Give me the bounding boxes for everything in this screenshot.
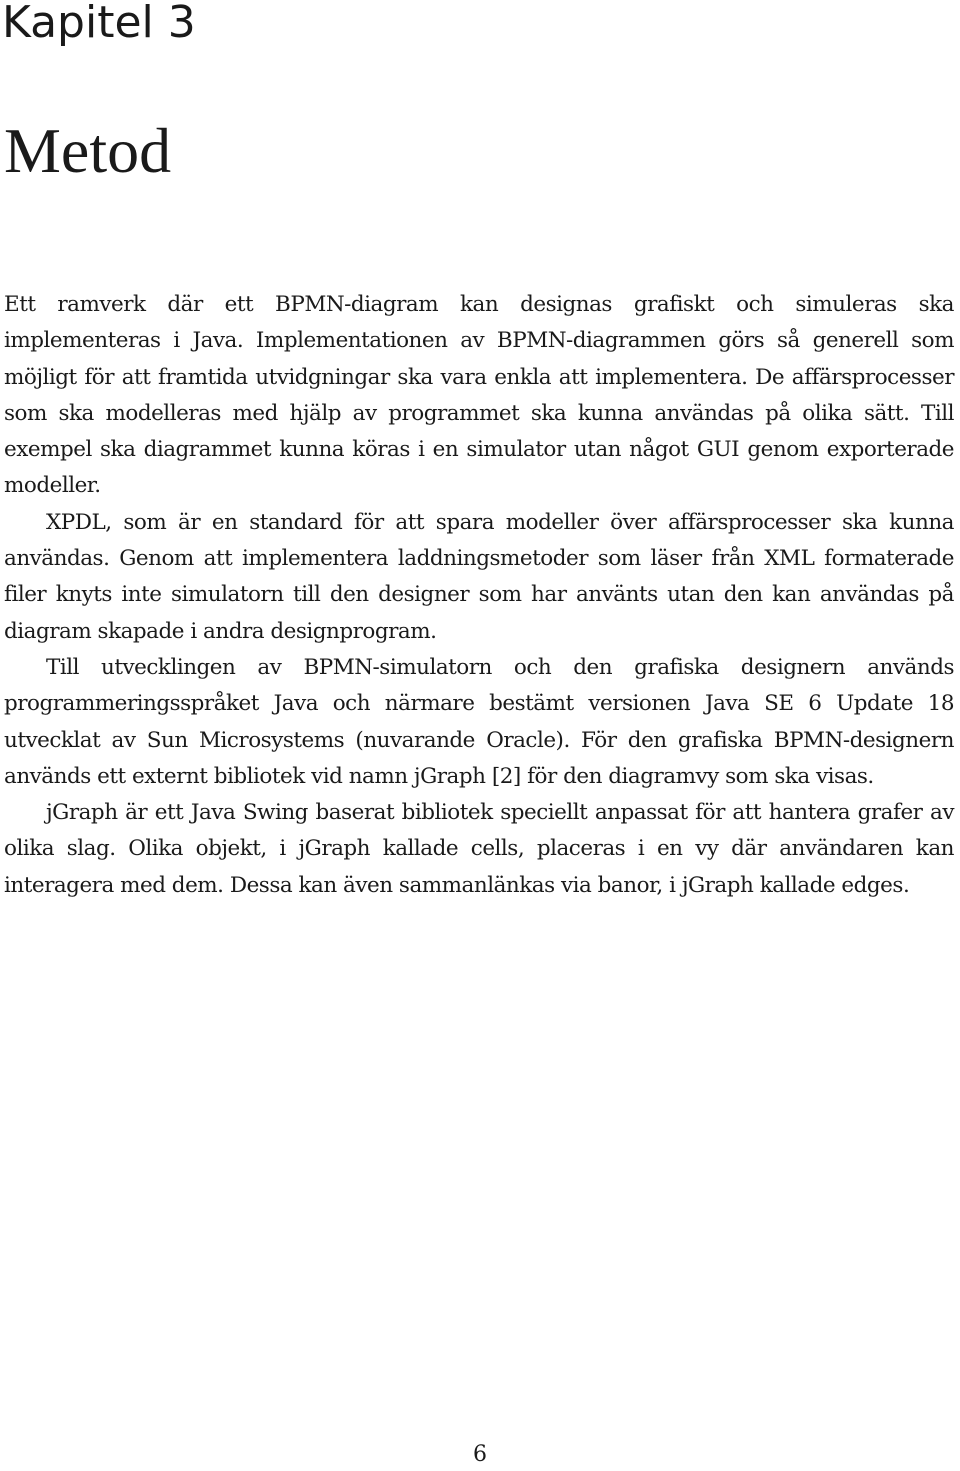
- paragraph-4: jGraph är ett Java Swing baserat bibliotek speciellt anpassat för att hantera grafer av olika slag. Olika objekt, i jGraph kallade cells, placeras i en vy där användaren kan interagera med dem. Dessa kan även sammanlänkas via banor, i jGraph kallade edges.: [4, 800, 954, 898]
- page-number: 6: [473, 1442, 487, 1467]
- paragraph-3: Till utvecklingen av BPMN-simulatorn och den grafiska designern används programmeringsspråket Java och närmare bestämt versionen Java SE 6 Update 18 utvecklat av Sun Microsystems (nuvarande Oracle). För den grafiska BPMN-designern används ett externt bibliotek vid namn jGraph [2] för den diagramvy som ska visas.: [4, 654, 954, 789]
- paragraph-1: Ett ramverk där ett BPMN-diagram kan designas grafiskt och simuleras ska implementeras i Java. Implementationen av BPMN-diagrammen görs så generell som möjligt för att framtida utvidgningar ska vara enkla att implementera. De affärsprocesser som ska modelleras med hjälp av programmet ska kunna användas på olika sätt. Till exempel ska diagrammet kunna köras i en simulator utan något GUI genom exporterade modeller.: [4, 292, 954, 499]
- chapter-label: Kapitel 3: [2, 0, 196, 48]
- chapter-title: Metod: [4, 115, 172, 186]
- body-text: [4, 287, 954, 904]
- paragraph-2: XPDL, som är en standard för att spara modeller över affärsprocesser ska kunna användas. Genom att implementera laddningsmetoder som läser från XML formaterade filer knyts inte simulatorn till den designer som har använts utan den kan användas på diagram skapade i andra designprogram.: [4, 509, 954, 644]
